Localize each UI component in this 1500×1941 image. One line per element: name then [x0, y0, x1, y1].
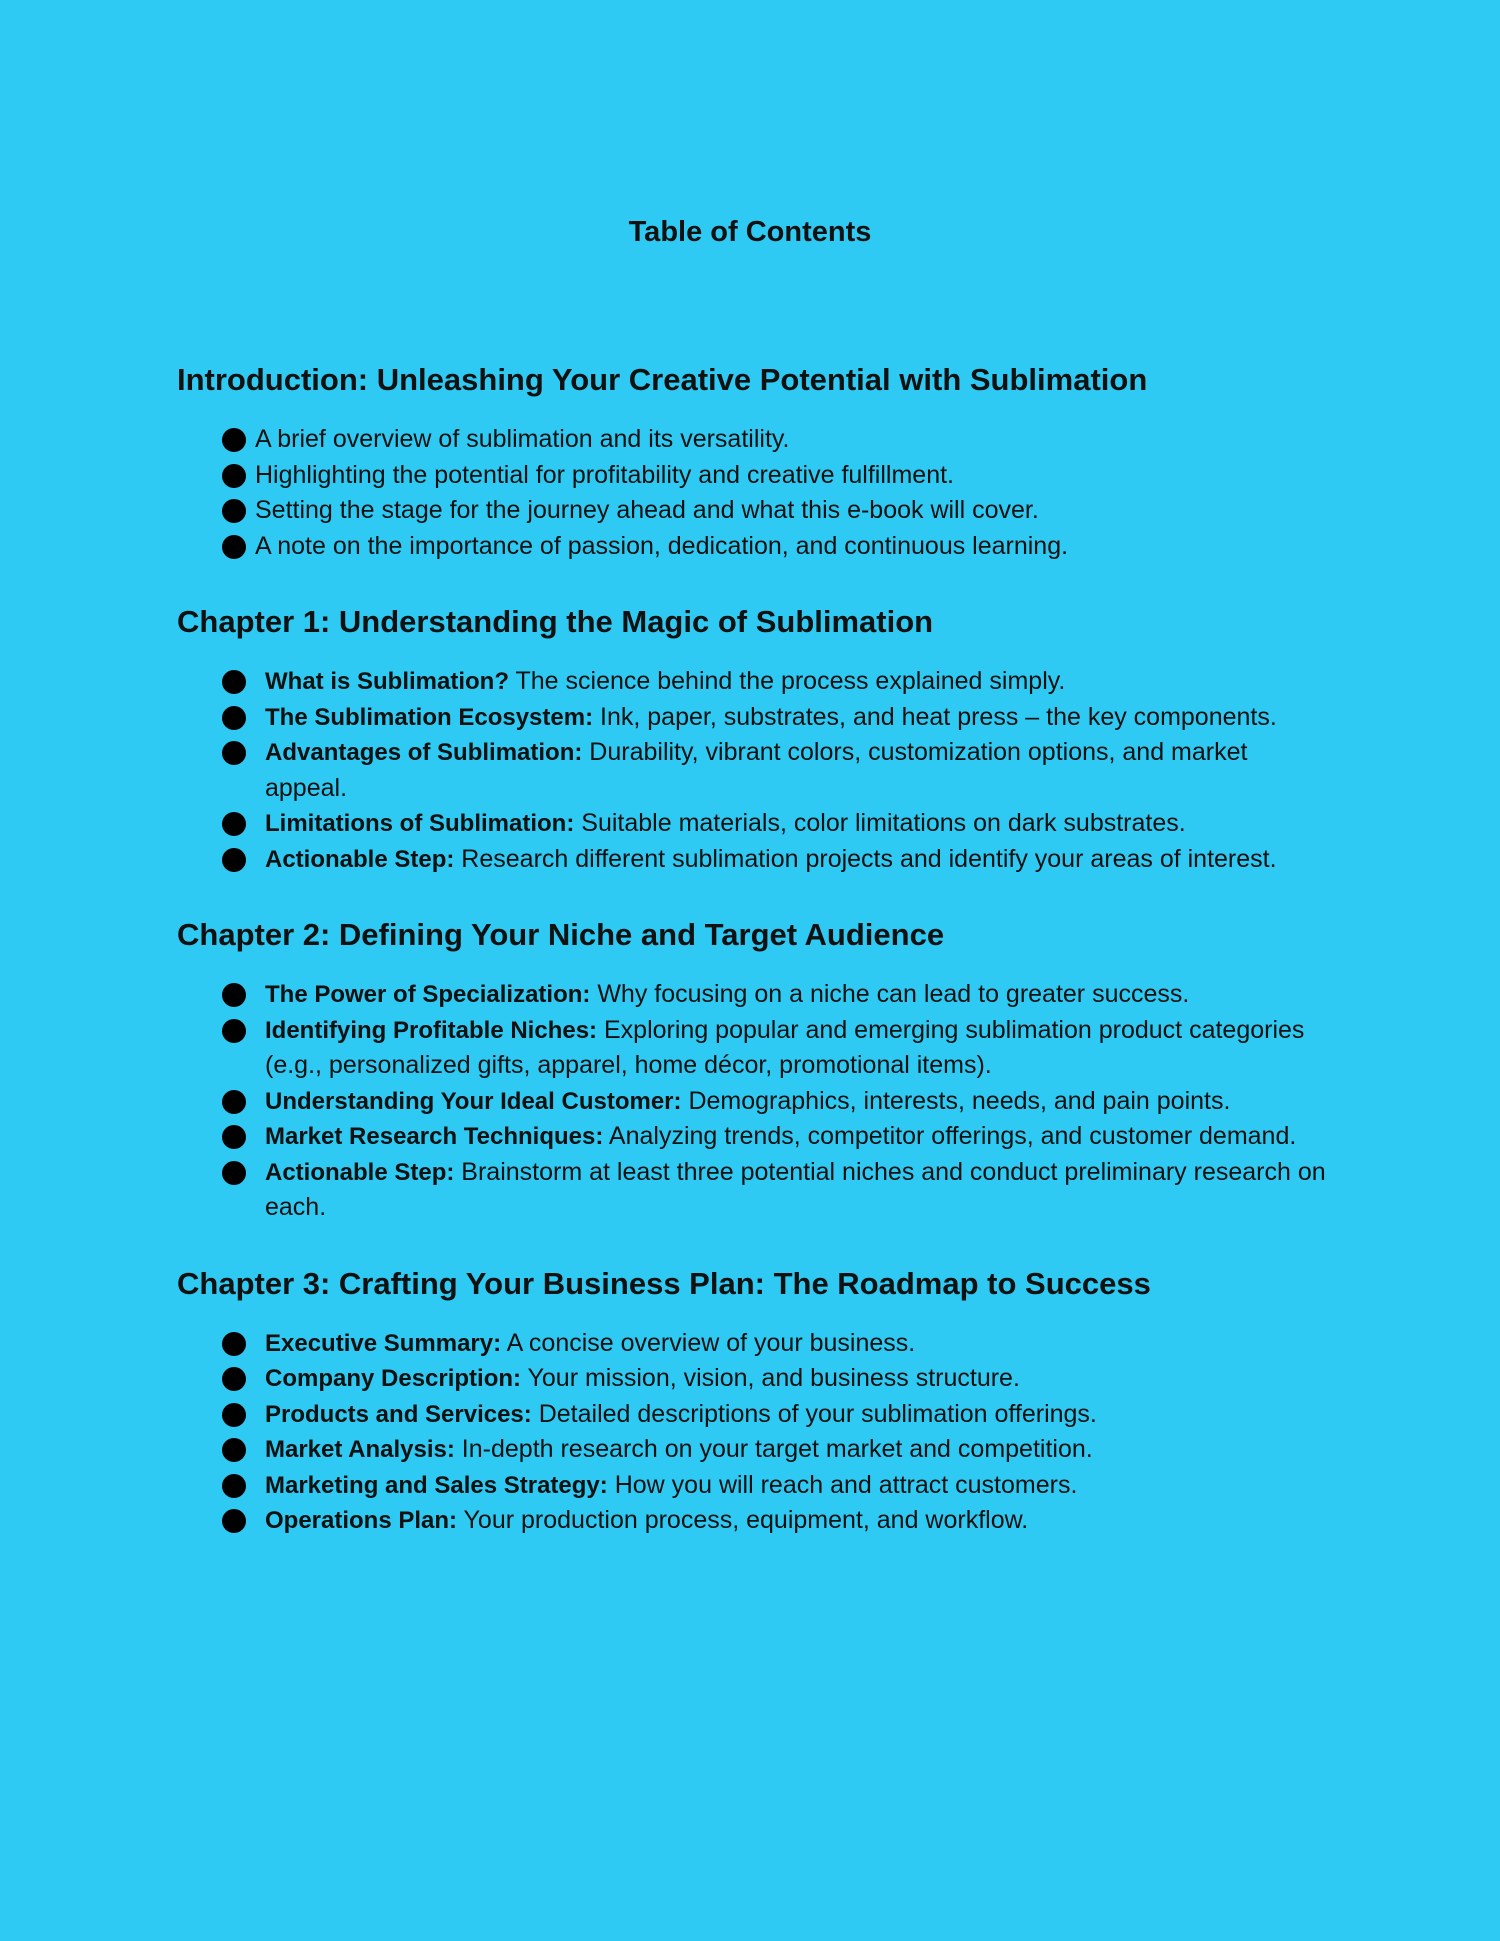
bullet-list	[177, 1326, 1327, 1539]
section-introduction	[177, 360, 1327, 564]
item-text: The science behind the process explained simply.	[509, 667, 1066, 695]
bullet-icon	[222, 1161, 246, 1185]
list-item	[177, 1432, 1327, 1468]
item-text: Exploring popular and emerging sublimation product categories (e.g., personalized gifts, apparel, home décor, promotional items).	[265, 1015, 1305, 1079]
item-term: The Power of Specialization:	[265, 981, 591, 1008]
list-item	[177, 977, 1327, 1013]
list-item	[177, 1503, 1327, 1539]
item-term: Limitations of Sublimation:	[265, 810, 575, 837]
item-text: Analyzing trends, competitor offerings, and customer demand.	[603, 1122, 1297, 1150]
bullet-icon	[222, 1403, 246, 1427]
bullet-icon	[222, 464, 246, 488]
list-item	[177, 1084, 1327, 1120]
item-term: Actionable Step:	[265, 1158, 455, 1186]
item-term: Advantages of Sublimation:	[265, 739, 583, 766]
section-heading: Introduction: Unleashing Your Creative Potential with Sublimation	[177, 362, 1148, 397]
item-term: Operations Plan:	[265, 1507, 458, 1534]
item-term: The Sublimation Ecosystem:	[265, 703, 594, 731]
bullet-icon	[222, 1438, 246, 1462]
list-item	[177, 493, 1327, 529]
item-text: Why focusing on a niche can lead to greater success.	[590, 980, 1190, 1008]
list-item	[177, 1326, 1327, 1362]
item-term: Company Description:	[265, 1365, 522, 1392]
list-item	[177, 1013, 1327, 1084]
item-term: Executive Summary:	[265, 1329, 502, 1357]
list-item	[177, 664, 1327, 700]
bullet-icon	[222, 535, 246, 559]
bullet-icon	[222, 848, 246, 872]
item-text: A concise overview of your business.	[501, 1328, 916, 1357]
item-term: Actionable Step:	[265, 845, 455, 873]
item-term: Marketing and Sales Strategy:	[265, 1471, 608, 1499]
list-item	[177, 1119, 1327, 1155]
item-text: Highlighting the potential for profitability and creative fulfillment.	[255, 460, 954, 489]
list-item	[177, 1468, 1327, 1504]
bullet-icon	[222, 1367, 246, 1391]
item-text: Your mission, vision, and business structure.	[521, 1364, 1020, 1392]
item-text: A brief overview of sublimation and its versatility.	[255, 425, 790, 453]
item-text: Setting the stage for the journey ahead and what this e-book will cover.	[255, 496, 1039, 524]
item-text: Suitable materials, color limitations on dark substrates.	[574, 809, 1186, 837]
item-text: Research different sublimation projects and identify your areas of interest.	[454, 844, 1277, 873]
item-text: In-depth research on your target market and competition.	[454, 1435, 1093, 1463]
section-chapter-2	[177, 915, 1327, 1226]
list-item	[177, 806, 1327, 842]
bullet-icon	[222, 428, 246, 452]
item-text: Durability, vibrant colors, customization options, and market appeal.	[265, 738, 1248, 802]
bullet-icon	[222, 1332, 246, 1356]
item-term: What is Sublimation?	[265, 668, 509, 695]
item-text: Ink, paper, substrates, and heat press – the key components.	[593, 702, 1277, 731]
section-chapter-1	[177, 602, 1327, 877]
list-item	[177, 1155, 1327, 1226]
bullet-icon	[222, 1019, 246, 1043]
item-text: Your production process, equipment, and workflow.	[457, 1506, 1029, 1534]
item-term: Products and Services:	[265, 1400, 532, 1428]
section-heading: Chapter 2: Defining Your Niche and Target Audience	[177, 917, 945, 952]
item-term: Market Research Techniques:	[265, 1123, 604, 1150]
bullet-icon	[222, 1090, 246, 1114]
item-text: Demographics, interests, needs, and pain points.	[681, 1086, 1231, 1115]
item-term: Market Analysis:	[265, 1436, 455, 1463]
bullet-icon	[222, 983, 246, 1007]
bullet-icon	[222, 499, 246, 523]
bullet-list	[177, 977, 1327, 1226]
bullet-icon	[222, 1125, 246, 1149]
page-title: Table of Contents	[628, 216, 872, 248]
bullet-icon	[222, 1509, 246, 1533]
item-text: A note on the importance of passion, dedication, and continuous learning.	[255, 531, 1069, 560]
section-chapter-3	[177, 1264, 1327, 1539]
bullet-list	[177, 664, 1327, 877]
section-heading: Chapter 3: Crafting Your Business Plan: The Roadmap to Success	[177, 1265, 1151, 1301]
list-item	[177, 700, 1327, 736]
bullet-icon	[222, 741, 246, 765]
list-item	[177, 842, 1327, 878]
bullet-icon	[222, 1474, 246, 1498]
bullet-icon	[222, 706, 246, 730]
list-item	[177, 529, 1327, 565]
section-heading: Chapter 1: Understanding the Magic of Sublimation	[177, 604, 934, 639]
list-item	[177, 1397, 1327, 1433]
bullet-list	[177, 422, 1327, 564]
bullet-icon	[222, 670, 246, 694]
item-text: Detailed descriptions of your sublimation offerings.	[531, 1399, 1097, 1428]
list-item	[177, 422, 1327, 458]
list-item	[177, 1361, 1327, 1397]
bullet-icon	[222, 812, 246, 836]
list-item	[177, 735, 1327, 806]
item-text: How you will reach and attract customers.	[607, 1470, 1078, 1499]
toc-content	[177, 360, 1327, 1577]
list-item	[177, 458, 1327, 494]
item-term: Understanding Your Ideal Customer:	[265, 1087, 682, 1115]
item-text: Brainstorm at least three potential niches and conduct preliminary research on each.	[265, 1157, 1326, 1221]
item-term: Identifying Profitable Niches:	[265, 1016, 598, 1044]
